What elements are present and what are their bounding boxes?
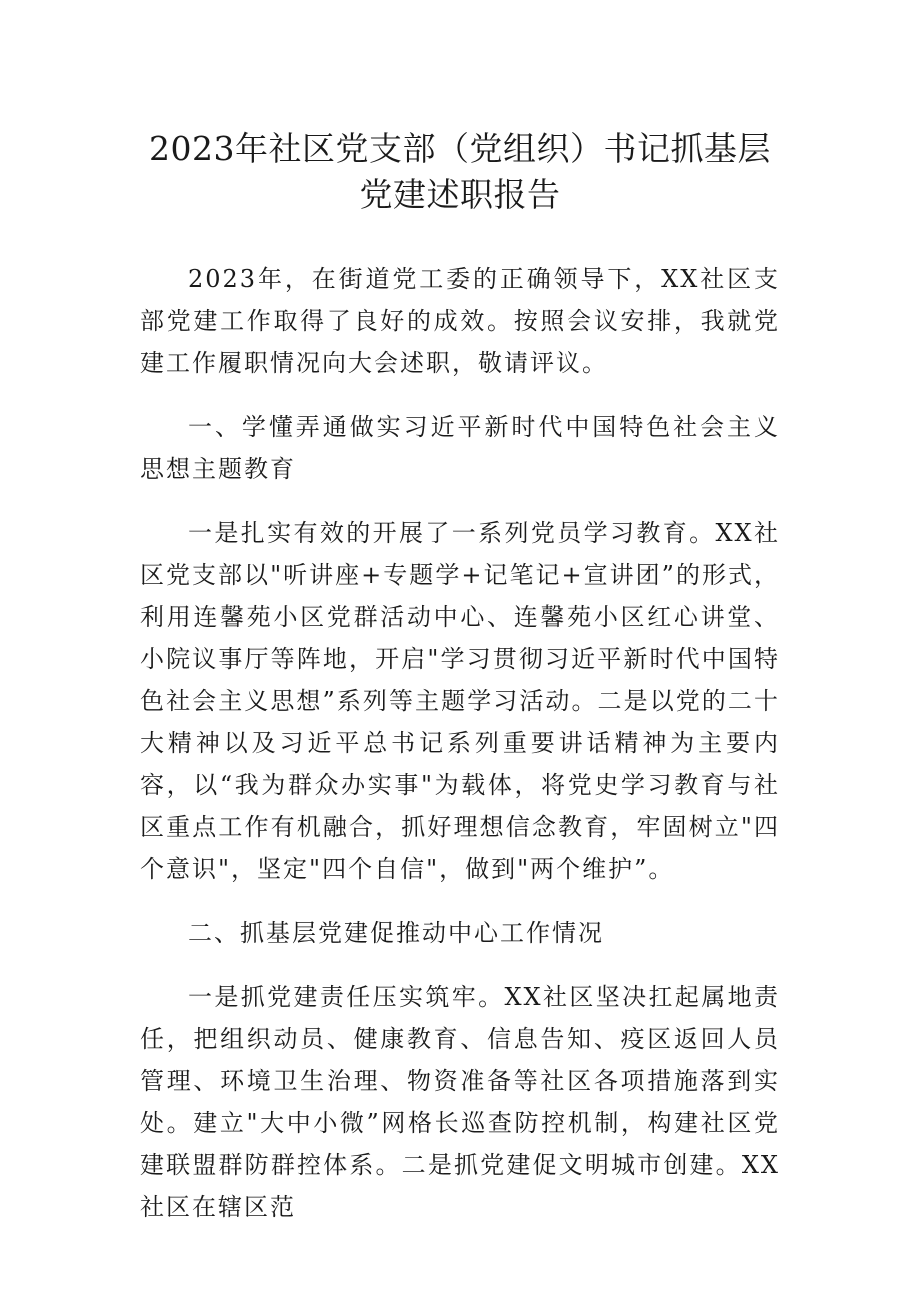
- paragraph-study-education: 一是扎实有效的开展了一系列党员学习教育。XX社区党支部以"听讲座+专题学+记笔记+宣讲团”的形式，利用连馨苑小区党群活动中心、连馨苑小区红心讲堂、小院议事厅等阵地，开启"学习贯彻习近平新时代中国特色社会主义思想”系列等主题学习活动。二是以党的二十大精神以及习近平总书记系列重要讲话精神为主要内容，以“我为群众办实事"为载体，将党史学习教育与社区重点工作有机融合，抓好理想信念教育，牢固树立"四个意识"，坚定"四个自信"，做到"两个维护”。: [140, 519, 780, 883]
- section-heading-1: 一、学懂弄通做实习近平新时代中国特色社会主义思想主题教育: [140, 413, 780, 483]
- paragraph-intro: 2023年，在街道党工委的正确领导下，XX社区支部党建工作取得了良好的成效。按照会议安排，我就党建工作履职情况向大会述职，敬请评议。: [140, 265, 780, 377]
- title-line-2: 党建述职报告: [359, 175, 561, 214]
- paragraph-party-responsibility: 一是抓党建责任压实筑牢。XX社区坚决扛起属地责任，把组织动员、健康教育、信息告知、疫区返回人员管理、环境卫生治理、物资准备等社区各项措施落到实处。建立"大中小微”网格长巡查防控机制，构建社区党建联盟群防群控体系。二是抓党建促文明城市创建。XX社区在辖区范: [140, 983, 780, 1221]
- document-body: [140, 258, 780, 1228]
- document-title: [140, 126, 780, 218]
- section-heading-2: 二、抓基层党建促推动中心工作情况: [188, 919, 604, 947]
- title-line-1: 2023年社区党支部（党组织）书记抓基层: [149, 129, 771, 168]
